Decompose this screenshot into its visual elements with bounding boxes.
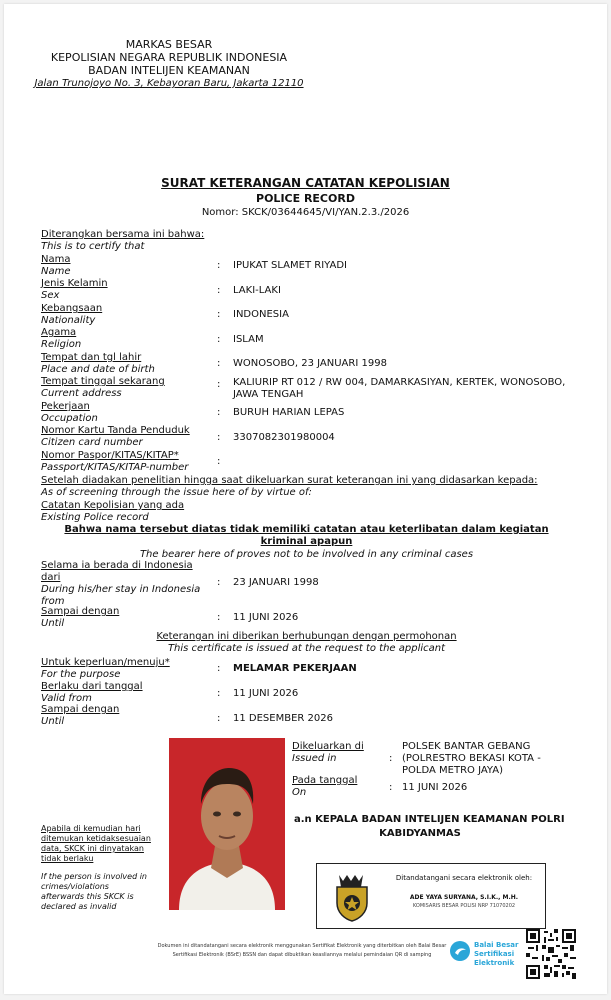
statement-bold: Bahwa nama tersebut diatas tidak memiliki catatan atau keterlibatan dalam kegiatan kriminal apapun: [64, 524, 549, 547]
colon: :: [217, 577, 221, 588]
field-label-occupation: Pekerjaan Occupation: [41, 401, 98, 424]
field-label-name: Nama Name: [41, 254, 71, 277]
page-title: SURAT KETERANGAN CATATAN KEPOLISIAN: [161, 176, 450, 190]
colon: :: [217, 260, 221, 271]
header-line3: BADAN INTELIJEN KEAMANAN: [88, 64, 250, 77]
colon: :: [389, 753, 393, 764]
field-value-id-card: 3307082301980004: [233, 432, 335, 443]
field-label-id-card: Nomor Kartu Tanda Penduduk Citizen card number: [41, 425, 190, 448]
bsre-logo-icon: [449, 940, 471, 962]
page-subtitle: POLICE RECORD: [256, 192, 355, 205]
issued-in-label: Dikeluarkan di Issued in: [292, 741, 364, 764]
colon: :: [217, 285, 221, 296]
signed-note: Ditandatangani secara elektronik oleh:: [395, 874, 533, 882]
field-label-sex: Jenis Kelamin Sex: [41, 278, 108, 301]
bsre-label: Balai Besar Sertifikasi Elektronik: [474, 941, 519, 967]
signer-name: ADE YAYA SURYANA, S.I.K., M.H.: [409, 894, 519, 901]
e-signature-box: [316, 863, 546, 929]
applicant-photo: [169, 738, 285, 910]
field-value-address: KALIURIP RT 012 / RW 004, DAMARKASIYAN, KERTEK, WONOSOBO, JAWA TENGAH: [233, 377, 566, 400]
colon: :: [389, 782, 393, 793]
document-number: Nomor: SKCK/03644645/VI/YAN.2.3./2026: [201, 207, 410, 218]
intro-en: This is to certify that: [41, 241, 145, 252]
field-label-religion: Agama Religion: [41, 327, 82, 350]
colon: :: [217, 688, 221, 699]
issued-in-value: POLSEK BANTAR GEBANG (POLRESTRO BEKASI KOTA - POLDA METRO JAYA): [402, 741, 541, 776]
colon: :: [217, 432, 221, 443]
police-emblem-icon: [325, 869, 379, 923]
purpose-label: Untuk keperluan/menuju* For the purpose: [41, 657, 170, 680]
colon: :: [217, 358, 221, 369]
signatory-line2: KABIDYANMAS: [379, 828, 461, 839]
header-address: Jalan Trunojoyo No. 3, Kebayoran Baru, Jakarta 12110: [34, 78, 304, 89]
valid-until-label: Sampai dengan Until: [41, 704, 120, 727]
issued-on-label: Pada tanggal On: [292, 775, 358, 798]
issued-on-value: 11 JUNI 2026: [402, 782, 468, 793]
document-page: [4, 4, 607, 994]
statement-en: The bearer here of proves not to be involved in any criminal cases: [139, 549, 474, 560]
valid-from-label: Berlaku dari tanggal Valid from: [41, 681, 143, 704]
colon: :: [217, 713, 221, 724]
colon: :: [217, 379, 221, 390]
field-value-occupation: BURUH HARIAN LEPAS: [233, 407, 345, 418]
field-label-birth: Tempat dan tgl lahir Place and date of birth: [41, 352, 155, 375]
field-value-name: IPUKAT SLAMET RIYADI: [233, 260, 347, 271]
header-line2: KEPOLISIAN NEGARA REPUBLIK INDONESIA: [50, 51, 288, 64]
stay-until-label: Sampai dengan Until: [41, 606, 120, 629]
screening: Setelah diadakan penelitian hingga saat dikeluarkan surat keterangan ini yang didasarkan kepada: As of screening through the issue here of by virtue of:: [41, 475, 538, 498]
statement: [54, 524, 559, 561]
side-note: Apabila di kemudian hari ditemukan ketidaksesuaian data, SKCK ini dinyatakan tidak berlaku If the person is involved in crimes/violations afterwards this SKCK is declared as invalid: [41, 824, 151, 911]
field-value-birth: WONOSOBO, 23 JANUARI 1998: [233, 358, 387, 369]
header-line1: MARKAS BESAR: [125, 38, 213, 51]
field-value-religion: ISLAM: [233, 334, 264, 345]
stay-until-value: 11 JUNI 2026: [233, 612, 299, 623]
existing-record: Catatan Kepolisian yang ada Existing Police record: [41, 500, 185, 523]
colon: :: [217, 309, 221, 320]
purpose-note: Keterangan ini diberikan berhubungan dengan permohonan This certificate is issued at the request to the applicant: [156, 631, 457, 654]
field-label-address: Tempat tinggal sekarang Current address: [41, 376, 165, 399]
intro-id: Diterangkan bersama ini bahwa:: [41, 229, 205, 240]
colon: :: [217, 334, 221, 345]
qr-code-icon[interactable]: [526, 929, 576, 979]
intro: [41, 229, 204, 253]
stay-from-value: 23 JANUARI 1998: [233, 577, 319, 588]
stay-from-label: Selama ia berada di Indonesia dari During his/her stay in Indonesia from: [41, 560, 201, 607]
signatory-line1: a.n KEPALA BADAN INTELIJEN KEAMANAN POLRI: [294, 814, 565, 825]
valid-until-value: 11 DESEMBER 2026: [233, 713, 333, 724]
colon: :: [217, 612, 221, 623]
colon: :: [217, 456, 221, 467]
letterhead: [34, 38, 304, 90]
purpose-value: MELAMAR PEKERJAAN: [233, 663, 357, 674]
colon: :: [217, 663, 221, 674]
field-label-nationality: Kebangsaan Nationality: [41, 303, 103, 326]
field-value-sex: LAKI-LAKI: [233, 285, 281, 296]
person-silhouette-icon: [169, 738, 285, 910]
colon: :: [217, 407, 221, 418]
field-value-nationality: INDONESIA: [233, 309, 289, 320]
footer-text: Dokumen ini ditandatangani secara elektronik menggunakan Sertifikat Elektronik yang diterbitkan oleh Balai Besar Sertifikasi Elektronik (BSrE) BSSN dan dapat dibuktikan keasliannya melalui pemindaian QR di samping: [157, 943, 447, 958]
title-block: [4, 176, 607, 219]
signer-rank: KOMISARIS BESAR POLISI NRP 71070202: [412, 903, 516, 909]
valid-from-value: 11 JUNI 2026: [233, 688, 299, 699]
field-label-passport: Nomor Paspor/KITAS/KITAP* Passport/KITAS/KITAP-number: [41, 450, 189, 473]
